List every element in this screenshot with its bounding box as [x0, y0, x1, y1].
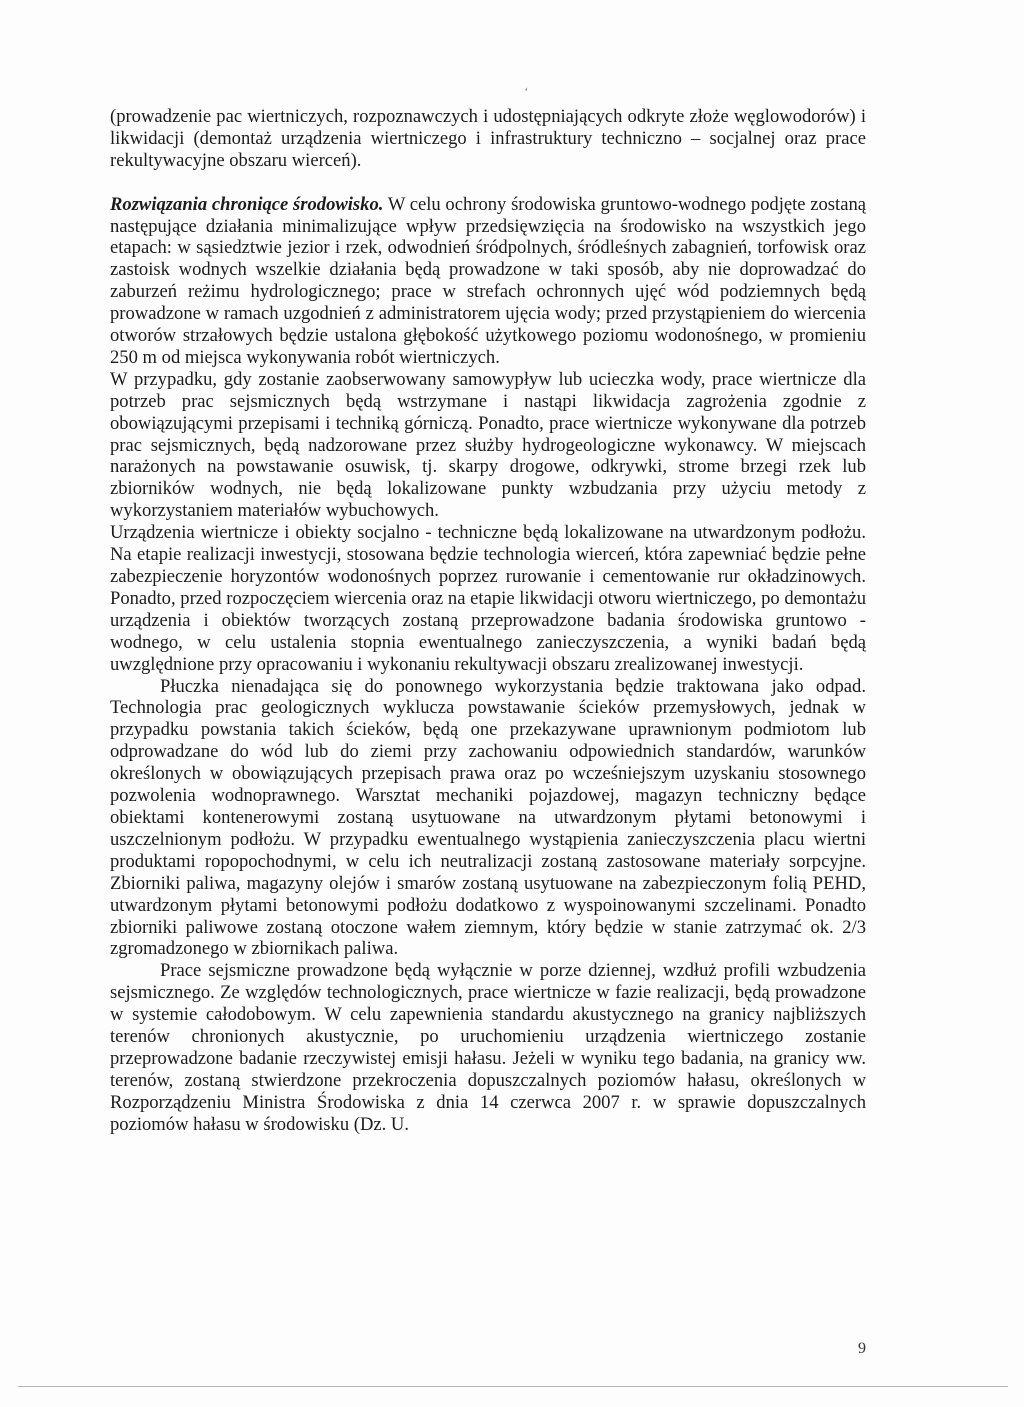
continuation-paragraph: (prowadzenie pac wiertniczych, rozpoznawczych i udostępniających odkryte złoże węglowodorów) i likwidacji (demontaż urządzenia wiertniczego i infrastruktury techniczno – socjalnej oraz prace rekultywacyjne obszaru wierceń).	[110, 106, 866, 171]
section-heading: Rozwiązania chroniące środowisko.	[110, 193, 384, 215]
body-paragraph: W przypadku, gdy zostanie zaobserwowany samowypływ lub ucieczka wody, prace wiertnicze dla potrzeb prac sejsmicznych będą wstrzymane i nastąpi likwidacja zagrożenia zgodnie z obowiązującymi przepisami i techniką górniczą. Ponadto, prace wiertnicze wykonywane dla potrzeb prac sejsmicznych, będą nadzorowane przez służby hydrogeologiczne wykonawcy. W miejscach narażonych na powstawanie osuwisk, tj. skarpy drogowe, odkrywki, strome brzegi rzek lub zbiorników wodnych, nie będą lokalizowane punkty wzbudzania przy użyciu metody z wykorzystaniem materiałów wybuchowych.	[110, 368, 866, 522]
text-column	[110, 106, 866, 1136]
section-intro-text: W celu ochrony środowiska gruntowo-wodnego podjęte zostaną następujące działania minimalizujące wpływ przedsięwzięcia na środowisko na wszystkich jego etapach: w sąsiedztwie jezior i rzek, odwodnień śródpolnych, śródleśnych zabagnień, torfowisk oraz zastoisk wodnych wszelkie działania będą prowadzone w taki sposób, aby nie doprowadzać do zaburzeń reżimu hydrologicznego; prace w strefach ochronnych ujęć wód podziemnych będą prowadzone w ramach uzgodnień z administratorem ujęcia wody; przed przystąpieniem do wiercenia otworów strzałowych będzie ustalona głębokość użytkowego poziomu wodonośnego, w promieniu 250 m od miejsca wykonywania robót wiertniczych.	[110, 193, 867, 368]
scan-mark: ʻ	[524, 86, 528, 98]
body-paragraph: Płuczka nienadająca się do ponownego wykorzystania będzie traktowana jako odpad. Technologia prac geologicznych wyklucza powstawanie ścieków przemysłowych, jednak w przypadku powstania takich ścieków, będą one przekazywane uprawnionym podmiotom lub odprowadzane do wód lub do ziemi przy zachowaniu odpowiednich standardów, warunków określonych w obowiązujących przepisach prawa oraz po wcześniejszym uzyskaniu stosownego pozwolenia wodnoprawnego. Warsztat mechaniki pojazdowej, magazyn techniczny będące obiektami kontenerowymi zostaną usytuowane na utwardzonym płytami betonowymi i uszczelnionym podłożu. W przypadku ewentualnego wystąpienia zanieczyszczenia placu wiertni produktami ropopochodnymi, w celu ich neutralizacji zostaną zastosowane materiały sorpcyjne. Zbiorniki paliwa, magazyny olejów i smarów zostaną usytuowane na zabezpieczonym folią PEHD, utwardzonym płytami betonowymi podłożu dodatkowo z wyspoinowanymi szczelinami. Ponadto zbiorniki paliwowe zostaną otoczone wałem ziemnym, który będzie w stanie zatrzymać ok. 2/3 zgromadzonego w zbiornikach paliwa.	[110, 675, 866, 960]
body-paragraph: Urządzenia wiertnicze i obiekty socjalno - techniczne będą lokalizowane na utwardzonym podłożu. Na etapie realizacji inwestycji, stosowana będzie technologia wierceń, która zapewniać będzie pełne zabezpieczenie horyzontów wodonośnych poprzez rurowanie i cementowanie rur okładzinowych. Ponadto, przed rozpoczęciem wiercenia oraz na etapie likwidacji otworu wiertniczego, po demontażu urządzenia i obiektów tworzących zostaną przeprowadzone badania środowiska gruntowo - wodnego, w celu ustalenia stopnia ewentualnego zanieczyszczenia, a wyniki badań będą uwzględnione przy opracowaniu i wykonaniu rekultywacji obszaru zrealizowanej inwestycji.	[110, 522, 866, 675]
bottom-divider	[18, 1386, 1008, 1387]
body-paragraph: Prace sejsmiczne prowadzone będą wyłącznie w porze dziennej, wzdłuż profili wzbudzenia sejsmicznego. Ze względów technologicznych, prace wiertnicze w fazie realizacji, będą prowadzone w systemie całodobowym. W celu zapewnienia standardu akustycznego na granicy najbliższych terenów chronionych akustycznie, po uruchomieniu urządzenia wiertniczego zostanie przeprowadzone badanie rzeczywistej emisji hałasu. Jeżeli w wyniku tego badania, na granicy ww. terenów, zostaną stwierdzone przekroczenia dopuszczalnych poziomów hałasu, określonych w Rozporządzeniu Ministra Środowiska z dnia 14 czerwca 2007 r. w sprawie dopuszczalnych poziomów hałasu w środowisku (Dz. U.	[110, 960, 866, 1135]
section-intro-paragraph	[110, 194, 866, 369]
page-number: 9	[858, 1340, 866, 1357]
